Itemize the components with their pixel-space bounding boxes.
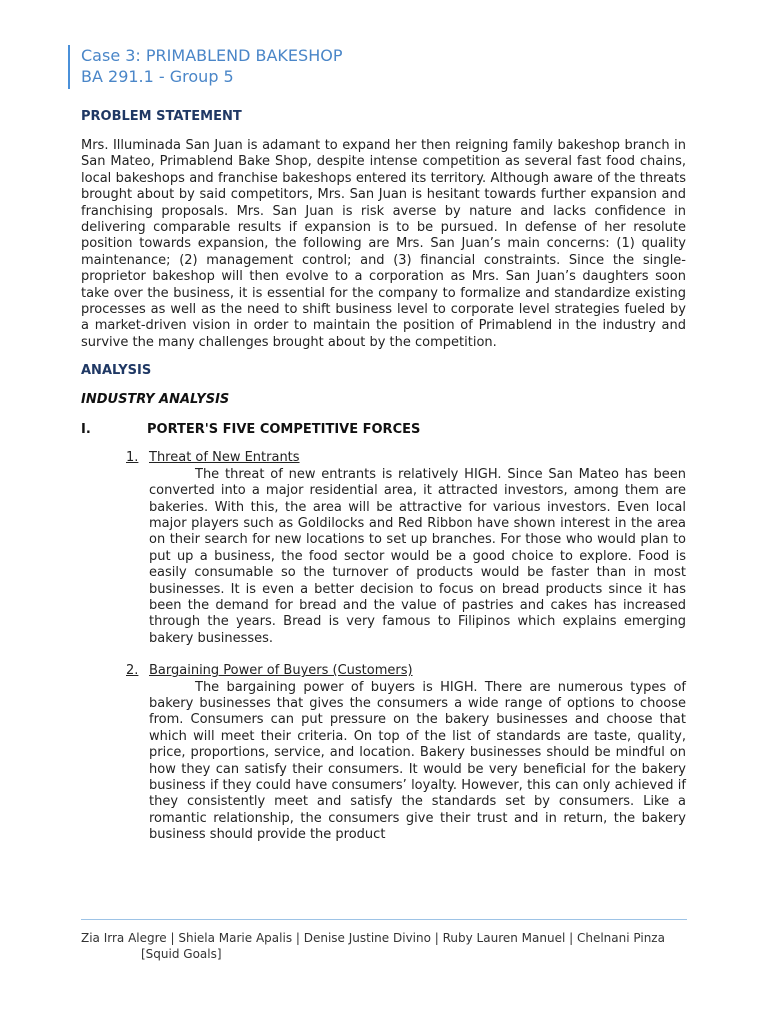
- footer-divider: [81, 919, 687, 920]
- footer-authors: Zia Irra Alegre | Shiela Marie Apalis | Denise Justine Divino | Ruby Lauren Manuel | Chelnani Pinza: [81, 931, 665, 945]
- item-title-row: [126, 450, 686, 466]
- item-body: The bargaining power of buyers is HIGH. There are numerous types of bakery businesses that gives the consumers a wide range of options to choose from. Consumers can put pressure on the bakery businesses and choose that which will meet their criteria. On top of the list of standards are taste, quality, price, proportions, service, and location. Bakery businesses should be mindful on how they can satisfy their consumers. It would be very beneficial for the bakery business if they could have consumers’ loyalty. However, this can only achieved if they consistently meet and satisfy the standards set by consumers. Like a romantic relationship, the consumers give their trust and in return, the bakery business should provide the product: [149, 679, 686, 843]
- section-numeral: I.: [81, 422, 91, 438]
- item-title: Threat of New Entrants: [149, 450, 300, 466]
- item-number: 1.: [126, 450, 139, 466]
- section-title: PORTER'S FIVE COMPETITIVE FORCES: [147, 422, 421, 438]
- analysis-heading: ANALYSIS: [81, 363, 152, 379]
- list-item: [126, 450, 686, 647]
- footer-tag: [Squid Goals]: [141, 947, 222, 961]
- industry-analysis-heading: INDUSTRY ANALYSIS: [81, 392, 230, 408]
- item-body: The threat of new entrants is relatively HIGH. Since San Mateo has been converted into a major residential area, it attracted investors, among them are bakeries. With this, the area will be attractive for various investors. Even local major players such as Goldilocks and Red Ribbon have shown interest in the area on their search for new locations to set up branches. For those who would plan to put up a business, the food sector would be a good choice to explore. Food is easily consumable so the turnover of products would be faster than in most businesses. It is even a better decision to focus on bread products since it has been the demand for bread and the value of pastries and cakes has increased through the years. Bread is very famous to Filipinos which explains emerging bakery businesses.: [149, 466, 686, 646]
- item-title-row: [126, 663, 686, 679]
- section-heading: [81, 421, 686, 438]
- problem-statement-heading: PROBLEM STATEMENT: [81, 109, 242, 124]
- list-item: [126, 663, 686, 843]
- document-body: [81, 108, 686, 844]
- course-group: BA 291.1 - Group 5: [81, 67, 234, 86]
- problem-statement-text: Mrs. Illuminada San Juan is adamant to expand her then reigning family bakeshop branch in San Mateo, Primablend Bake Shop, despite intense competition as several fast food chains, local bakeshops and franchise bakeshops entered its territory. Although aware of the threats brought about by said competitors, Mrs. San Juan is hesitant towards further expansion and franchising proposals. Mrs. San Juan is risk averse by nature and lacks confidence in delivering comparable results if expansion is to be pursued. In defense of her resolute position towards expansion, the following are Mrs. San Juan’s main concerns: (1) quality maintenance; (2) management control; and (3) financial constraints. Since the single-proprietor bakeshop will then evolve to a corporation as Mrs. San Juan’s daughters soon take over the business, it is essential for the company to formalize and standardize existing processes as well as the need to shift business level to corporate level strategies fueled by a market-driven vision in order to maintain the position of Primablend in the industry and survive the many challenges brought about by the competition.: [81, 138, 686, 350]
- case-title: Case 3: PRIMABLEND BAKESHOP: [81, 46, 343, 65]
- item-title: Bargaining Power of Buyers (Customers): [149, 663, 413, 679]
- item-number: 2.: [126, 663, 139, 679]
- footer: [81, 930, 687, 962]
- document-header: [68, 45, 342, 89]
